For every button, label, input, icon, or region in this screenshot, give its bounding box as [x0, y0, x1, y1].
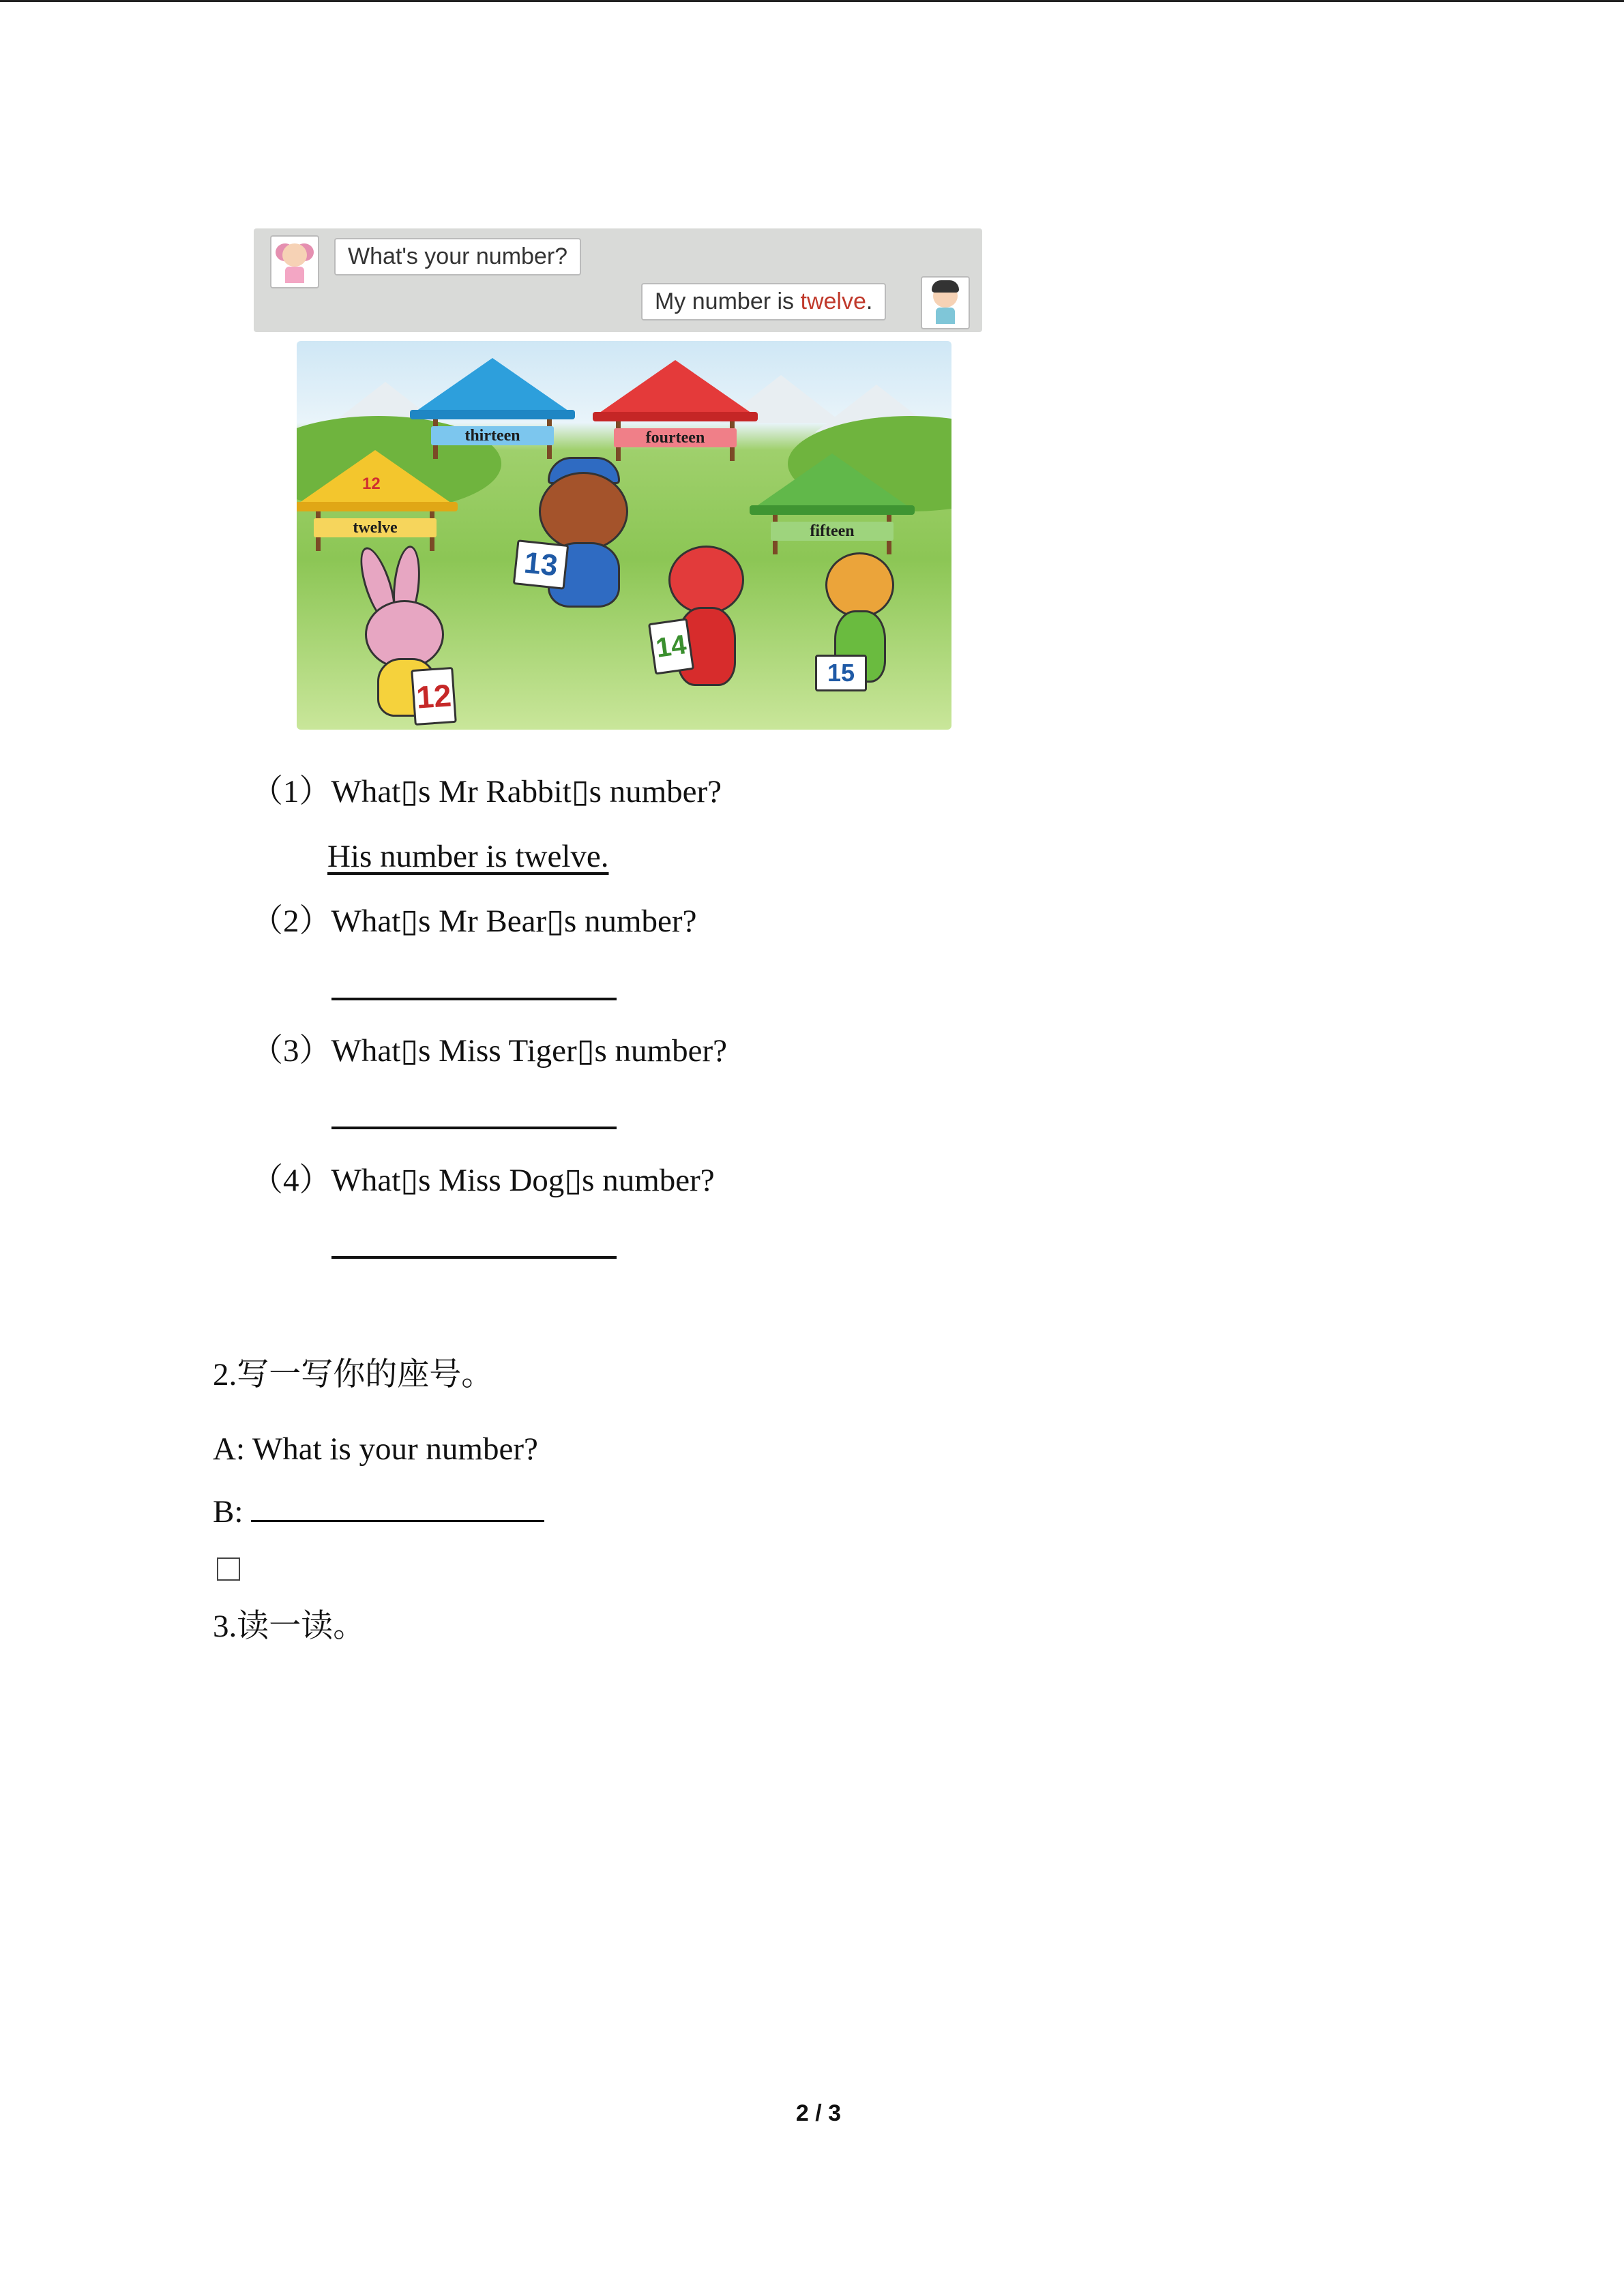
hut-thirteen — [414, 358, 571, 460]
hut-fourteen — [597, 360, 754, 462]
hut-fifteen — [754, 453, 911, 556]
question-4 — [251, 1161, 715, 1199]
dog-number-card: 15 — [815, 655, 867, 691]
question-text: What's your number? — [348, 243, 568, 269]
rabbit-number-card: 12 — [411, 667, 457, 726]
illustration — [232, 222, 996, 736]
answer-blank-3[interactable] — [331, 1127, 617, 1129]
answer-prefix: My number is — [655, 288, 801, 314]
question-number: （2） — [251, 904, 331, 939]
sign-twelve: twelve — [314, 518, 437, 537]
section-2-heading: 2.写一写你的座号。 — [213, 1357, 494, 1392]
sign-thirteen: thirteen — [431, 426, 554, 445]
page-number: 2 / 3 — [795, 2100, 842, 2126]
girl-avatar — [270, 235, 319, 288]
answer-suffix: . — [866, 288, 873, 314]
bear-character — [515, 457, 645, 614]
speech-bubble-answer — [641, 283, 886, 320]
tiger-number-card: 14 — [648, 618, 694, 674]
example-answer: His number is twelve. — [327, 839, 609, 874]
question-1 — [251, 773, 722, 811]
hut-twelve — [297, 450, 454, 552]
section-2-line-b — [213, 1490, 544, 1531]
speech-bubble-question — [334, 238, 581, 275]
cartoon-scene — [297, 341, 951, 730]
tiger-character — [651, 546, 747, 723]
bear-number-card: 13 — [513, 539, 569, 590]
answer-highlight: twelve — [800, 288, 866, 314]
question-number: （3） — [251, 1033, 331, 1069]
answer-blank-2[interactable] — [331, 998, 617, 1000]
line-b-prefix: B: — [213, 1494, 252, 1530]
question-text: What▯s Mr Rabbit▯s number? — [331, 774, 722, 809]
question-3 — [251, 1032, 727, 1070]
question-2 — [251, 902, 696, 940]
question-number: （4） — [251, 1163, 331, 1198]
question-text: What▯s Miss Dog▯s number? — [331, 1163, 715, 1198]
question-number: （1） — [251, 774, 331, 809]
checkbox[interactable] — [217, 1557, 240, 1581]
sign-fourteen: fourteen — [614, 428, 737, 447]
top-border — [0, 0, 1624, 2]
section-3-heading: 3.读一读。 — [213, 1609, 366, 1644]
question-text: What▯s Mr Bear▯s number? — [331, 904, 697, 939]
roof-number: 12 — [362, 475, 381, 493]
section-2-line-a: A: What is your number? — [213, 1431, 538, 1467]
answer-blank-seat-number[interactable] — [251, 1490, 544, 1522]
answer-blank-4[interactable] — [331, 1256, 617, 1259]
boy-avatar — [921, 276, 970, 329]
question-text: What▯s Miss Tiger▯s number? — [331, 1033, 727, 1069]
dog-character — [815, 552, 897, 716]
rabbit-character — [351, 546, 454, 723]
sign-fifteen: fifteen — [771, 522, 894, 541]
